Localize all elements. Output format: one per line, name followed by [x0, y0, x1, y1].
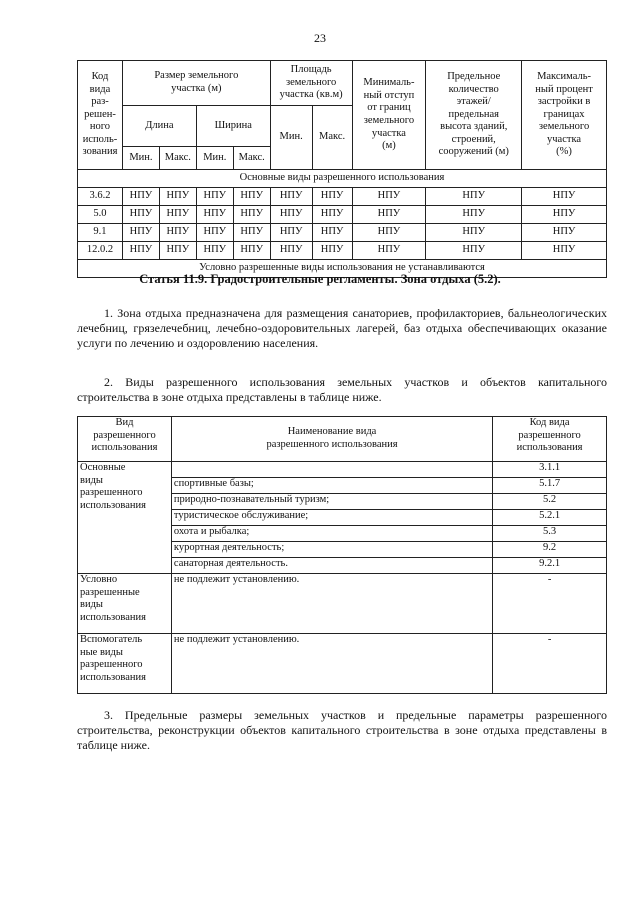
table-row: 5.0 НПУ НПУ НПУ НПУ НПУ НПУ НПУ НПУ НПУ [78, 206, 607, 224]
main-uses-label: Основные виды разрешенного использования [78, 462, 172, 574]
header-max-percent: Максималь- ный процент застройки в границах земельного участка (%) [522, 61, 607, 170]
table-row: 12.0.2 НПУ НПУ НПУ НПУ НПУ НПУ НПУ НПУ НПУ [78, 242, 607, 260]
use-name: спортивные базы; [171, 478, 492, 494]
paragraph-2: 2. Виды разрешенного использования земельных участков и объектов капитального строительства в зоне отдыха представлены в таблице ниже. [77, 375, 607, 404]
table-row: 3.6.2 НПУ НПУ НПУ НПУ НПУ НПУ НПУ НПУ НПУ [78, 188, 607, 206]
header-area-min: Мин. [270, 106, 312, 170]
use-name [171, 462, 492, 478]
section-conditional-uses: Условно разрешенные виды использования не устанавливаются [78, 260, 607, 278]
header-code: Код вида раз- решен- ного исполь- зования [78, 61, 123, 170]
auxiliary-uses-code: - [493, 634, 607, 694]
paragraph-3: 3. Предельные размеры земельных участков и предельные параметры разрешенного строительства, реконструкции объектов капитального строительства в зоне отдыха представлены в таблице ниже. [77, 708, 607, 752]
section-main-uses: Основные виды разрешенного использования [78, 170, 607, 188]
auxiliary-uses-name: не подлежит установлению. [171, 634, 492, 694]
header-max-floors: Предельное количество этажей/ предельная высота зданий, строений, сооружений (м) [426, 61, 522, 170]
header-use-type: Вид разрешенного использования [78, 417, 172, 462]
header-area: Площадь земельного участка (кв.м) [270, 61, 352, 106]
header-width-min: Мин. [196, 147, 233, 170]
page-number: 23 [314, 31, 326, 45]
conditional-uses-label: Условно разрешенные виды использования [78, 574, 172, 634]
use-code: 5.2.1 [493, 510, 607, 526]
use-name: природно-познавательный туризм; [171, 494, 492, 510]
header-plot-size: Размер земельного участка (м) [122, 61, 270, 106]
article-heading: Статья 11.9. Градостроительные регламенты. Зона отдыха (5.2). [139, 272, 501, 286]
header-width-max: Макс. [233, 147, 270, 170]
header-length: Длина [122, 106, 196, 147]
parameters-table [77, 60, 607, 278]
table-row: 9.1 НПУ НПУ НПУ НПУ НПУ НПУ НПУ НПУ НПУ [78, 224, 607, 242]
header-length-min: Мин. [122, 147, 159, 170]
header-length-max: Макс. [159, 147, 196, 170]
use-name: санаторная деятельность. [171, 558, 492, 574]
use-code: 5.3 [493, 526, 607, 542]
paragraph-1: 1. Зона отдыха предназначена для размещения санаториев, профилакториев, бальнеологических лечебниц, грязелечебниц, лечебно-оздоровительных лагерей, баз отдыха обеспечивающих оказание услуги по лечению и оздоровлению населения. [77, 306, 607, 350]
use-code: 3.1.1 [493, 462, 607, 478]
header-area-max: Макс. [312, 106, 352, 170]
use-code: 9.2.1 [493, 558, 607, 574]
use-name: курортная деятельность; [171, 542, 492, 558]
use-code: 5.2 [493, 494, 607, 510]
header-min-offset: Минималь- ный отступ от границ земельного участка (м) [352, 61, 426, 170]
use-code: 9.2 [493, 542, 607, 558]
use-name: охота и рыбалка; [171, 526, 492, 542]
auxiliary-uses-label: Вспомогатель ные виды разрешенного использования [78, 634, 172, 694]
header-width: Ширина [196, 106, 270, 147]
permitted-uses-table [77, 416, 607, 694]
conditional-uses-name: не подлежит установлению. [171, 574, 492, 634]
header-use-code: Код вида разрешенного использования [493, 417, 607, 462]
header-use-name: Наименование вида разрешенного использования [171, 417, 492, 462]
use-name: туристическое обслуживание; [171, 510, 492, 526]
use-code: 5.1.7 [493, 478, 607, 494]
conditional-uses-code: - [493, 574, 607, 634]
